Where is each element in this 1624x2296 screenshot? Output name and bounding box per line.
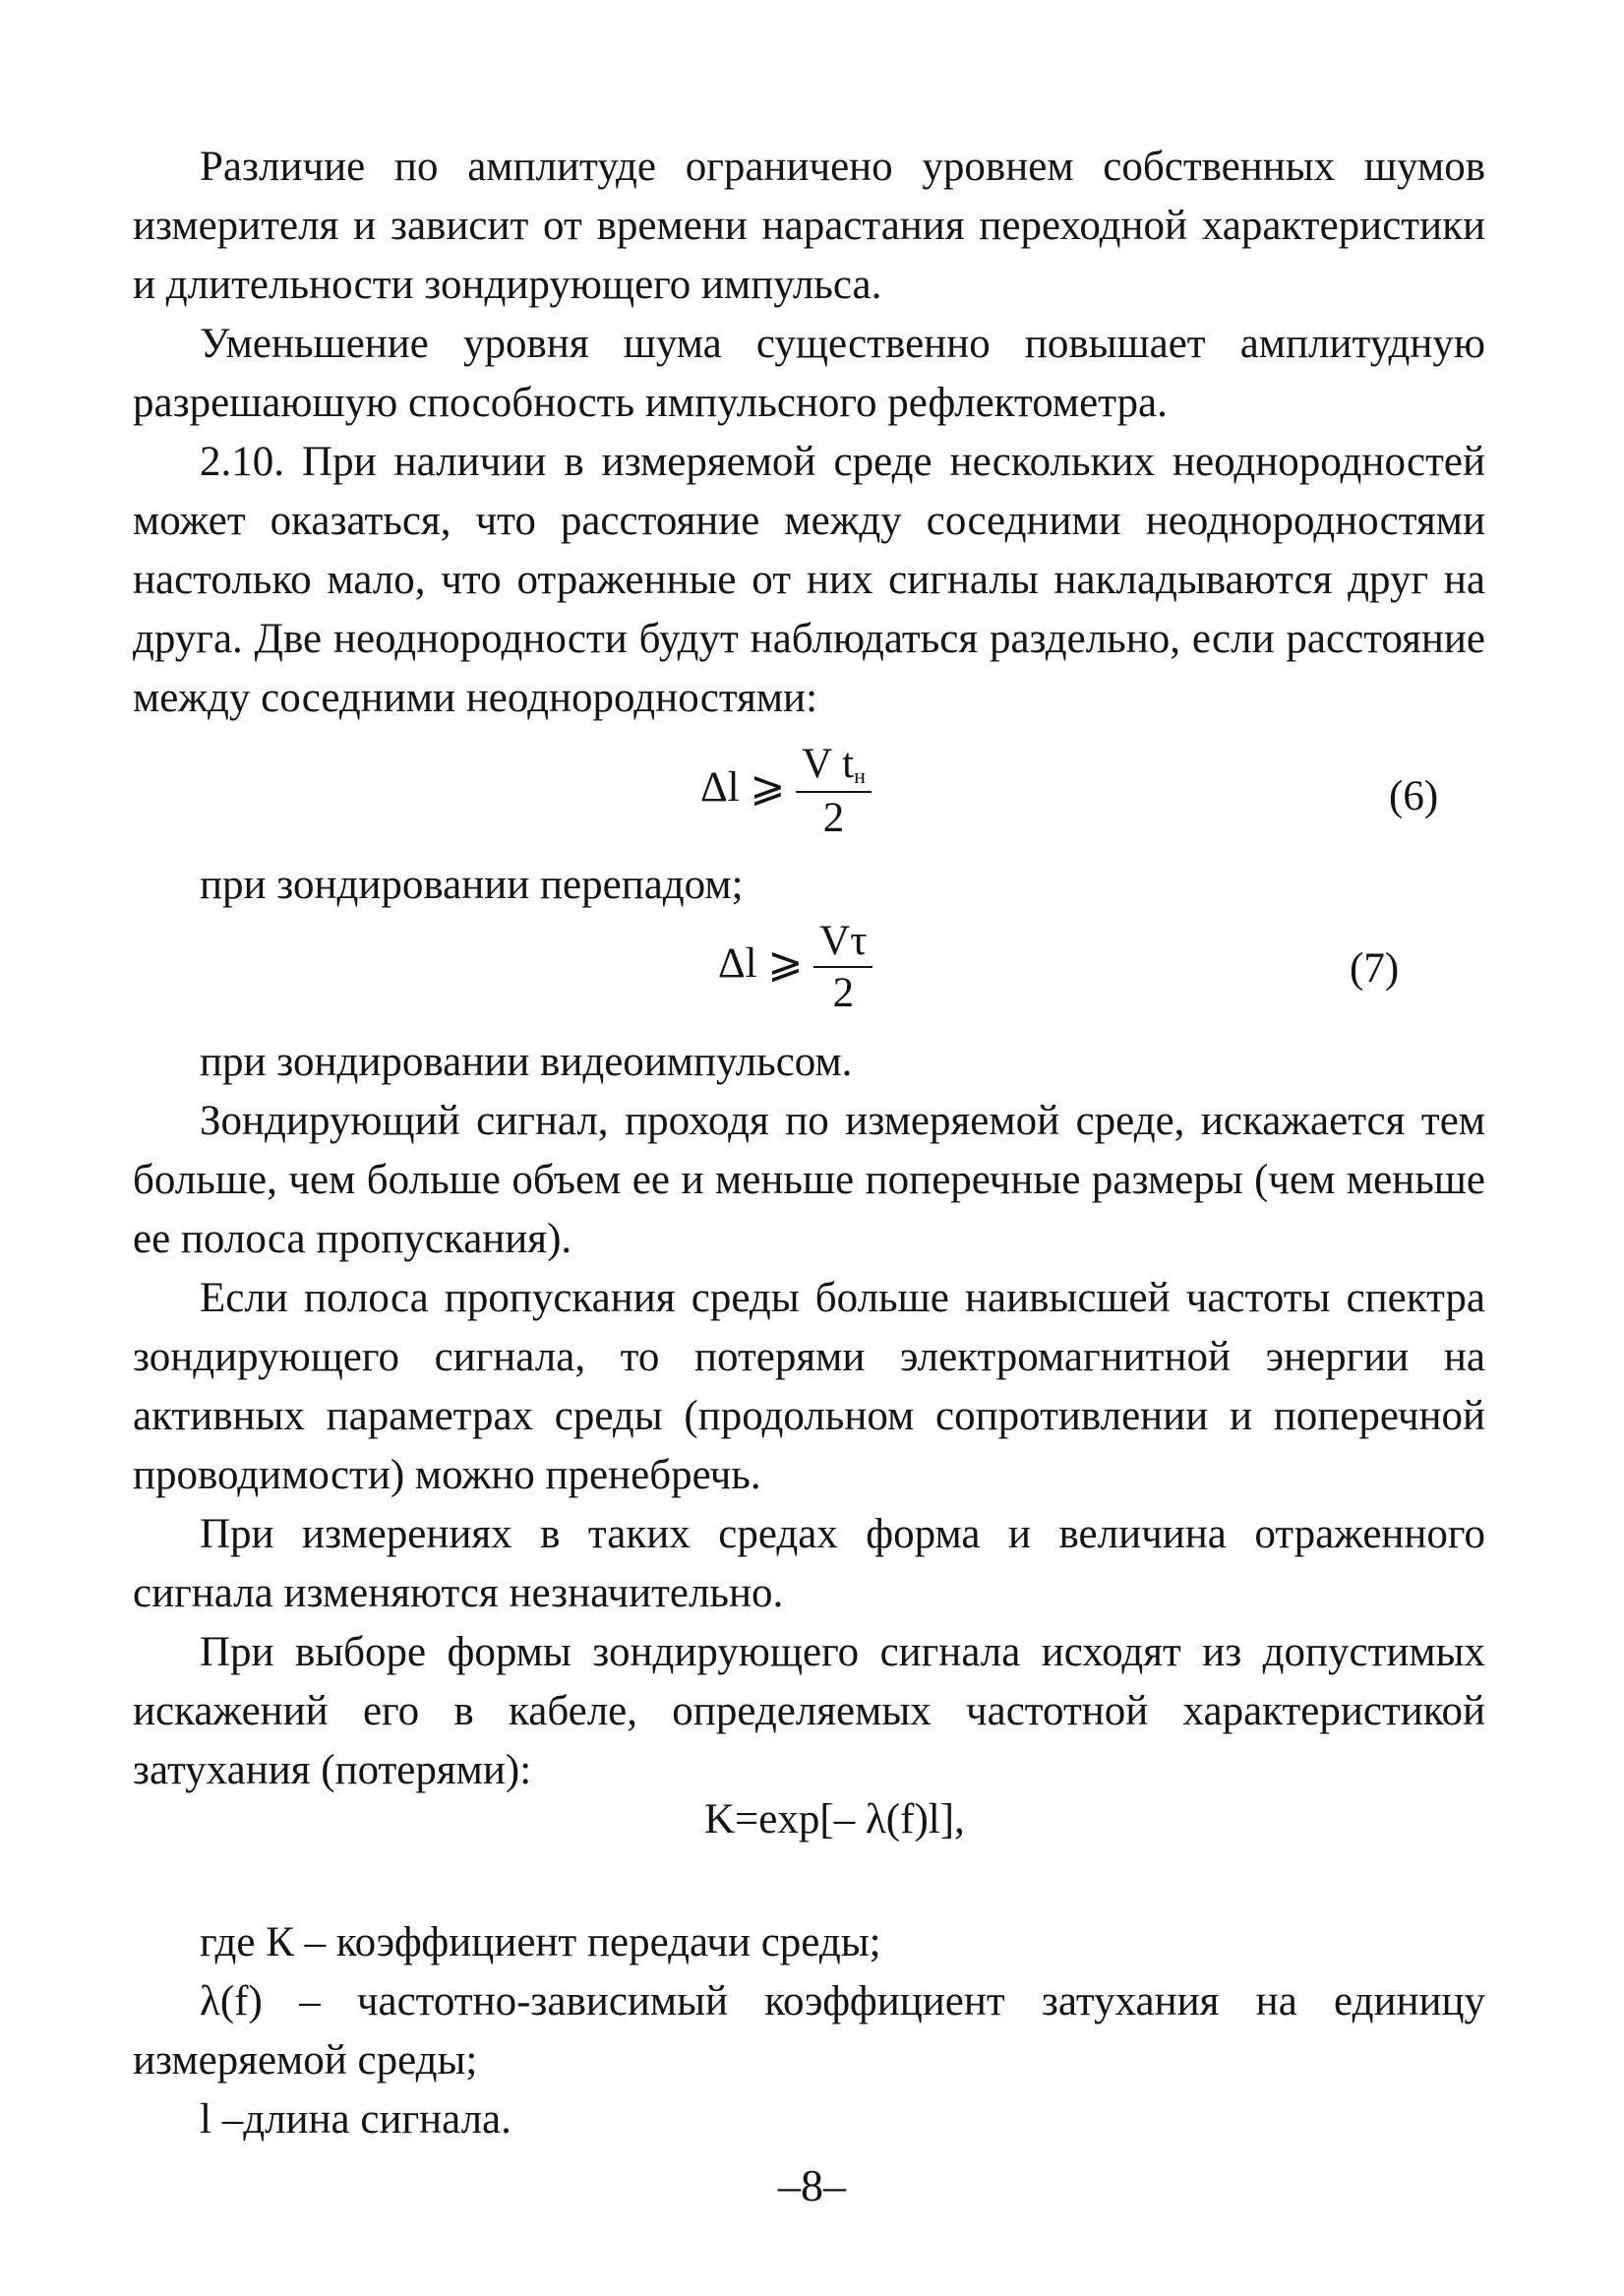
paragraph-noise-reduction: Уменьшение уровня шума существенно повышает амплитудную разрешаюшую способность импульсного рефлектометра.	[133, 321, 1485, 426]
paragraph-signal-distortion: Зондирующий сигнал, проходя по измеряемой среде, искажается тем больше, чем больше объем ее и меньше поперечные размеры (чем меньше ее полоса пропускания).	[133, 1098, 1485, 1262]
formula-6-lhs: Δl ⩾	[700, 763, 786, 811]
paragraph-bandwidth: Если полоса пропускания среды больше наивысшей частоты спектра зондирующего сигнала, то потерями электромагнитной энергии на активных параметрах среды (продольном сопротивлении и поперечной проводимости) можно пренебречь.	[133, 1275, 1485, 1498]
paragraph-amplitude-difference: Различие по амплитуде ограничено уровнем собственных шумов измерителя и зависит от времени нарастания переходной характеристики и длительности зондирующего импульса.	[133, 144, 1485, 308]
formula-7-fraction	[813, 920, 872, 1014]
page-number: –8–	[778, 2160, 846, 2210]
formula-7	[718, 920, 872, 1014]
paragraph-step-probing: при зондировании перепадом;	[200, 862, 744, 908]
paragraph-measurements: При измерениях в таких средах форма и величина отраженного сигнала изменяются незначительно.	[133, 1511, 1485, 1616]
formula-transfer-coefficient: K=exp[– λ(f)l],	[704, 1796, 965, 1843]
formula-7-denominator: 2	[832, 970, 855, 1016]
equation-number-6: (6)	[1389, 773, 1439, 819]
formula-6-fraction	[796, 743, 872, 839]
paragraph-section-2-10: 2.10. При наличии в измеряемой среде нескольких неоднородностей может оказаться, что расстояние между соседними неоднородностями настолько мало, что отраженные от них сигналы накладываются друг на друга. Две неоднородности будут наблюдаться раздельно, если расстояние между соседними неоднородностями:	[133, 439, 1485, 721]
formula-6	[700, 743, 872, 839]
paragraph-signal-length: l –длина сигнала.	[200, 2096, 511, 2143]
equation-number-7: (7)	[1350, 945, 1400, 992]
formula-6-numerator: V $t_н$	[796, 743, 872, 793]
paragraph-signal-shape: При выборе формы зондирующего сигнала исходят из допустимых искажений его в кабеле, определяемых частотной характеристикой затухания (потерями):	[133, 1629, 1485, 1793]
paragraph-video-pulse: при зондировании видеоимпульсом.	[200, 1039, 853, 1085]
formula-6-denominator: 2	[822, 795, 845, 841]
paragraph-where-k: где К – коэффициент передачи среды;	[200, 1919, 881, 1965]
formula-7-numerator: Vτ	[813, 920, 872, 968]
formula-7-lhs: Δl ⩾	[718, 939, 804, 987]
paragraph-lambda: λ(f) – частотно-зависимый коэффициент затухания на единицу измеряемой среды;	[133, 1978, 1485, 2084]
formula-6-subscript: н	[854, 763, 866, 788]
